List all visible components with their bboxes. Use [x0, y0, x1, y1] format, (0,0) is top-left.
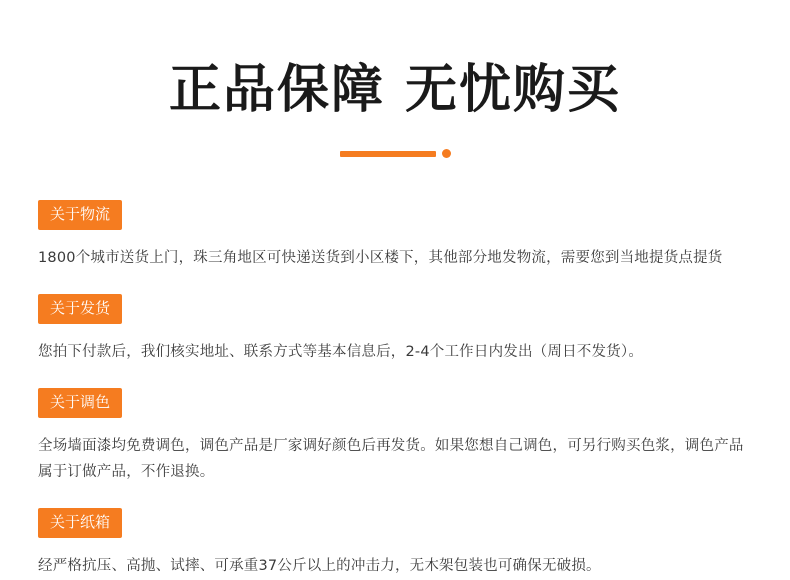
section-tag: 关于调色 — [38, 388, 122, 418]
section-list — [0, 200, 790, 580]
section-color-matching — [38, 388, 752, 487]
divider-bar — [340, 151, 436, 157]
section-carton — [38, 508, 752, 580]
section-text: 全场墙面漆均免费调色，调色产品是厂家调好颜色后再发货。如果您想自己调色，可另行购买色浆，调色产品属于订做产品，不作退换。 — [38, 437, 744, 481]
divider — [0, 149, 790, 158]
section-text: 经严格抗压、高抛、试摔、可承重37公斤以上的冲击力，无木架包装也可确保无破损。 — [38, 558, 601, 575]
section-tag: 关于物流 — [38, 200, 122, 230]
section-tag: 关于发货 — [38, 294, 122, 324]
section-text: 1800个城市送货上门，珠三角地区可快递送货到小区楼下，其他部分地发物流，需要您到当地提货点提货 — [38, 250, 723, 266]
divider-dot — [442, 149, 451, 158]
section-text: 您拍下付款后，我们核实地址、联系方式等基本信息后，2-4个工作日内发出（周日不发货）。 — [38, 343, 644, 360]
section-tag: 关于纸箱 — [38, 508, 122, 538]
section-logistics — [38, 200, 752, 272]
page-title: 正品保障 无忧购买 — [168, 60, 622, 120]
section-shipping — [38, 294, 752, 366]
